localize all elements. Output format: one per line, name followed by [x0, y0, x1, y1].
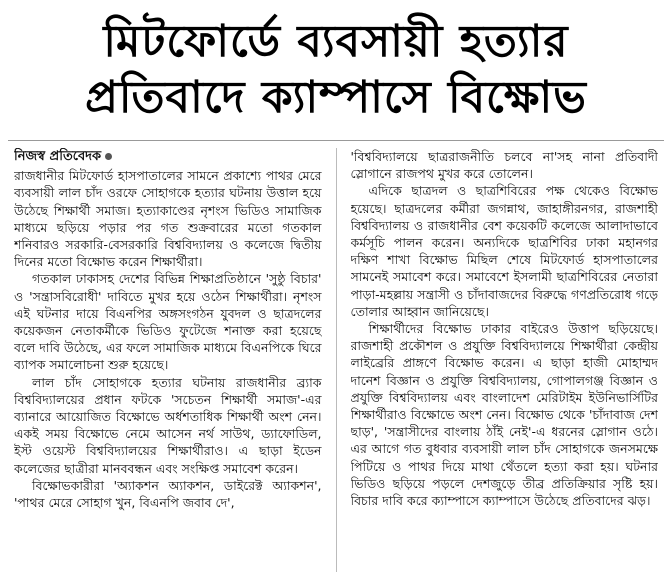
paragraph: রাজধানীর মিটফোর্ড হাসপাতালের সামনে প্রকাশ্যে পাথর মেরে ব্যবসায়ী লাল চাঁদ ওরফে সোহাগকে হত্যার ঘটনায় উত্তাল হয়ে উঠেছে শিক্ষার্থী সমাজ। হত্যাকাণ্ডের নৃশংস ভিডিও সামাজিক মাধ্যমে ছড়িয়ে পড়ার পর গত শুক্রবারের মতো গতকাল শনিবারও সরকারি-বেসরকারি বিশ্ববিদ্যালয় ও কলেজে দ্বিতীয় দিনের মতো বিক্ষোভ করেন শিক্ষার্থীরা।: [14, 168, 322, 270]
column-right: [351, 148, 659, 572]
byline: [14, 148, 322, 165]
column-left: [14, 148, 322, 572]
article-body: [14, 148, 658, 572]
paragraph: এদিকে ছাত্রদল ও ছাত্রশিবিরের পক্ষ থেকেও বিক্ষোভ হয়েছে। ছাত্রদলের কর্মীরা জগন্নাথ, জাহাঙ্গীরনগর, রাজশাহী বিশ্ববিদ্যালয় ও রাজধানীর বেশ কয়েকটি কলেজে আলাদাভাবে কর্মসূচি পালন করেন। অন্যদিকে ছাত্রশিবির ঢাকা মহানগর দক্ষিণ শাখা বিক্ষোভ মিছিল শেষে মিটফোর্ড হাসপাতালের সামনেই সমাবেশ করে। সমাবেশে ইসলামী ছাত্রশিবিরের নেতারা পাড়া-মহল্লায় সন্ত্রাসী ও চাঁদাবাজদের বিরুদ্ধে গণপ্রতিরোধ গড়ে তোলার আহ্বান জানিয়েছে।: [350, 183, 658, 319]
paragraph: 'বিশ্ববিদ্যালয়ে ছাত্ররাজনীতি চলবে না'সহ নানা প্রতিবাদী স্লোগানে রাজপথ মুখর করে তোলেন।: [350, 149, 658, 182]
paragraph: বিক্ষোভকারীরা 'অ্যাকশন অ্যাকশন, ডাইরেক্ট অ্যাকশন', 'পাথর মেরে সোহাগ খুন, বিএনপি জবাব দে',: [14, 477, 322, 511]
headline-line-1: মিটফোর্ডে ব্যবসায়ী হত্যার: [103, 16, 569, 67]
paragraph: শিক্ষার্থীদের বিক্ষোভ ঢাকার বাইরেও উত্তাপ ছড়িয়েছে। রাজশাহী প্রকৌশল ও প্রযুক্তি বিশ্ববিদ্যালয়ে শিক্ষার্থীরা কেন্দ্রীয় লাইব্রেরি প্রাঙ্গণে বিক্ষোভ করেন। এ ছাড়া হাজী মোহাম্মদ দানেশ বিজ্ঞান ও প্রযুক্তি বিশ্ববিদ্যালয়, গোপালগঞ্জ বিজ্ঞান ও প্রযুক্তি বিশ্ববিদ্যালয় এবং বাংলাদেশ মেরিটাইম ইউনিভার্সিটির শিক্ষার্থীরাও বিক্ষোভে অংশ নেন। বিক্ষোভ থেকে 'চাঁদাবাজ দেশ ছাড়', 'সন্ত্রাসীদের বাংলায় ঠাঁই নেই'-এ ধরনের স্লোগান ওঠে। এর আগে গত বুধবার ব্যবসায়ী লাল চাঁদ সোহাগকে জনসমক্ষে পিটিয়ে ও পাথর দিয়ে মাথা থেঁতলে হত্যা করা হয়। ঘটনার ভিডিও ছড়িয়ে পড়লে দেশজুড়ে তীব্র প্রতিক্রিয়ার সৃষ্টি হয়। বিচার দাবি করে ক্যাম্পাসে ক্যাম্পাসে উঠেছে প্রতিবাদের ঝড়।: [350, 321, 658, 509]
byline-text: নিজস্ব প্রতিবেদক: [14, 149, 102, 164]
paragraph: গতকাল ঢাকাসহ দেশের বিভিন্ন শিক্ষাপ্রতিষ্ঠানে 'সুষ্ঠু বিচার' ও 'সন্ত্রাসবিরোধী' দাবিতে মুখর হয়ে ওঠেন শিক্ষার্থীরা। নৃশংস এই ঘটনার দায়ে বিএনপির অঙ্গসংগঠন যুবদল ও ছাত্রদলের কয়েকজন নেতাকর্মীকে ভিডিও ফুটেজে শনাক্ত করা হয়েছে বলে দাবি উঠেছে, এর ফলে সামাজিক মাধ্যমে বিএনপিকে ঘিরে ব্যাপক সমালোচনা শুরু হয়েছে।: [14, 271, 322, 373]
byline-dot-icon: [105, 153, 112, 160]
paragraph: লাল চাঁদ সোহাগকে হত্যার ঘটনায় রাজধানীর ব্র্যাক বিশ্ববিদ্যালয়ের প্রধান ফটকে 'সচেতন শিক্ষার্থী সমাজ'-এর ব্যানারে আয়োজিত বিক্ষোভে অর্ধশতাধিক শিক্ষার্থী অংশ নেন। একই সময় বিক্ষোভে নেমে আসেন নর্থ সাউথ, ড্যাফোডিল, ইস্ট ওয়েস্ট বিশ্ববিদ্যালয়ের শিক্ষার্থীরাও। এ ছাড়া ইডেন কলেজের ছাত্রীরা মানববন্ধন এবং সংক্ষিপ্ত সমাবেশ করেন।: [14, 374, 322, 476]
column-divider: [336, 148, 337, 572]
headline-rule: [8, 140, 664, 141]
headline-line-2: প্রতিবাদে ক্যাম্পাসে বিক্ষোভ: [85, 72, 587, 123]
headline: [10, 14, 662, 126]
